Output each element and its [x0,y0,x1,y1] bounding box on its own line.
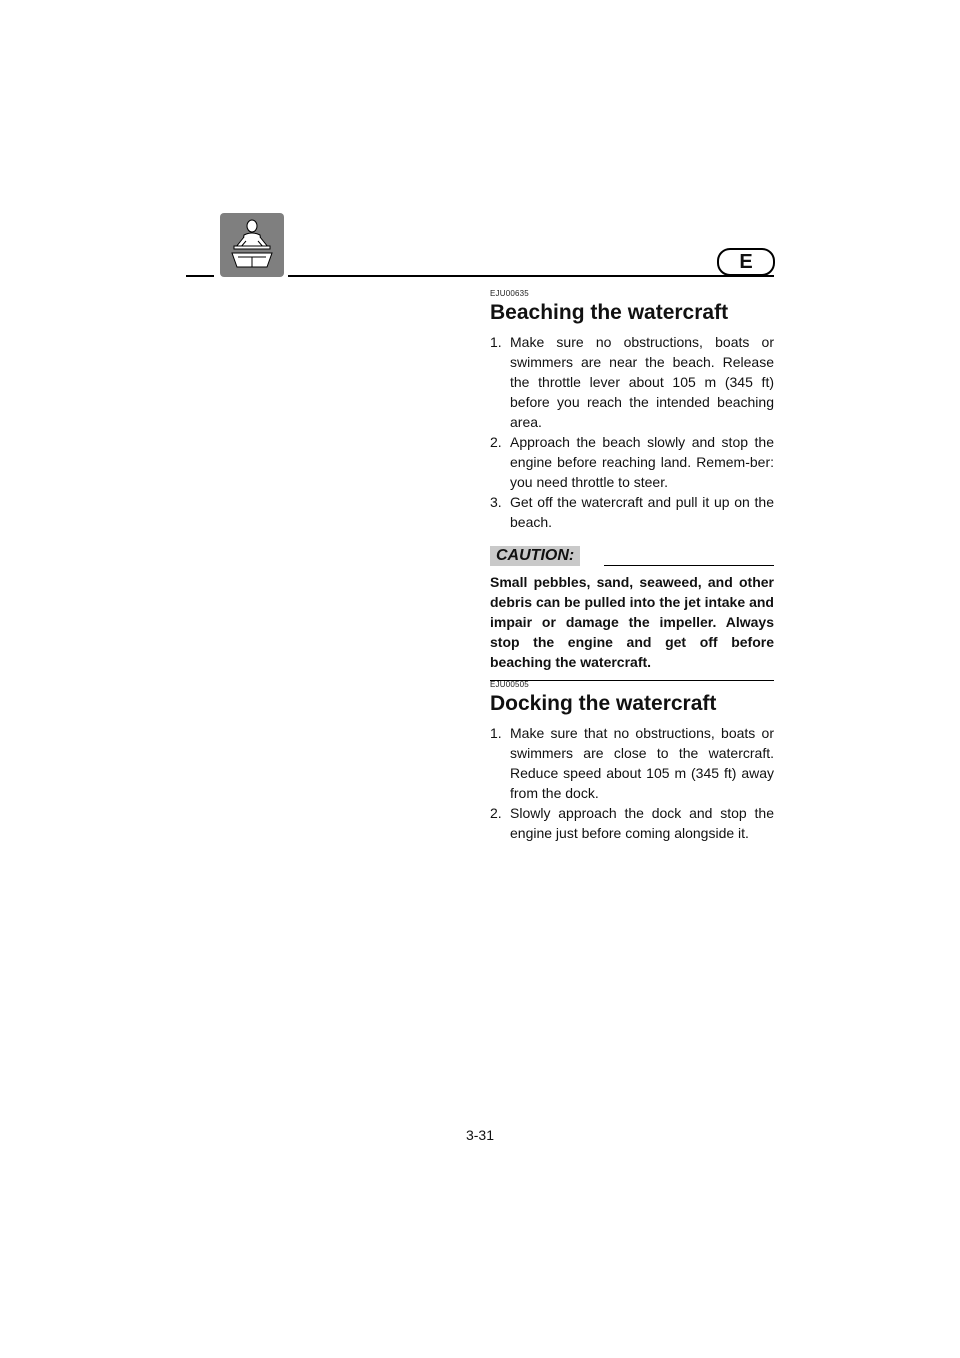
section-title: Docking the watercraft [490,692,717,715]
list-item [490,803,774,843]
list-item [490,492,774,532]
list-item [490,432,774,492]
step-text: Make sure no obstructions, boats or swimmers are near the beach. Release the throttle lever about 105 m (345 ft) before you reach the intended beaching area. [510,334,774,430]
step-number: 2. [490,434,502,450]
section-code: EJU00505 [490,680,529,689]
step-number: 3. [490,494,502,510]
step-number: 1. [490,725,502,741]
header-rule-left [186,275,214,277]
step-list [490,723,774,843]
section-code: EJU00635 [490,289,529,298]
step-list [490,332,774,532]
language-badge: E [717,248,775,276]
caution-label: CAUTION: [490,546,580,566]
section-title: Beaching the watercraft [490,301,729,324]
step-text: Make sure that no obstructions, boats or swimmers are close to the watercraft. Reduce speed about 105 m (345 ft) away from the dock. [510,725,774,801]
caution-header [490,546,774,566]
section-docking [490,680,774,843]
page-number: 3-31 [465,1127,495,1143]
step-text: Slowly approach the dock and stop the engine just before coming alongside it. [510,805,774,841]
step-number: 1. [490,334,502,350]
watercraft-rider-icon [220,213,284,277]
section-beaching [490,289,774,681]
header-rule-right [288,275,774,277]
step-number: 2. [490,805,502,821]
step-text: Approach the beach slowly and stop the engine before reaching land. Remem-ber: you need throttle to steer. [510,434,774,490]
list-item [490,332,774,432]
caution-text: Small pebbles, sand, seaweed, and other debris can be pulled into the jet intake and impair or damage the impeller. Always stop the engine and get off before beaching the watercraft. [490,574,774,670]
caution-rule [604,565,774,566]
step-text: Get off the watercraft and pull it up on the beach. [510,494,774,530]
list-item [490,723,774,803]
